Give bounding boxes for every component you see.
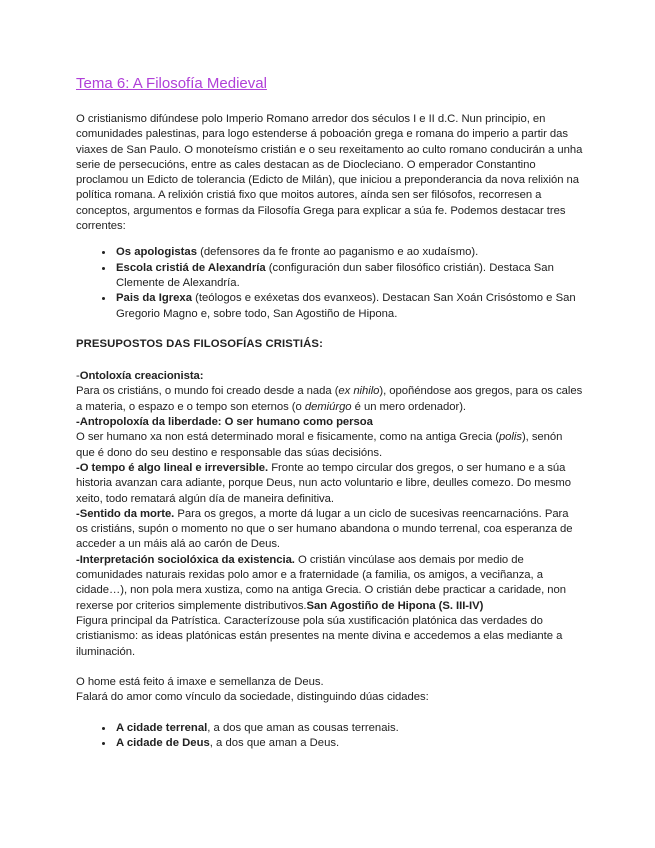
augustine-text: Figura principal da Patrística. Caracterízouse pola súa xustificación platónica das verdades do cristianismo: as ideas platónicas están presentes na mente divina e accedemos a elas mediante a iluminación. [76,614,563,658]
anthropology-text-2: ), senón que é dono do seu destino e responsable das súas decisións. [76,431,563,459]
list-item [114,736,583,751]
page-title[interactable]: Tema 6: A Filosofía Medieval [76,75,267,92]
list-item [114,261,583,292]
current-text: (defensores da fe fronte ao paganismo e ao xudaísmo). [196,246,479,259]
spacer [76,660,583,675]
anthropology-title: -Antropoloxía da liberdade: O ser humano como persoa [76,416,373,429]
death-text: Para os gregos, a morte dá lugar a un ciclo de sucesivas reencarnacións. Para os cristiáns, supón o momento no que o ser humano abandona o mundo terrenal, coa esperanza de acceder a un máis alá ao carón de Deus. [76,507,573,551]
anthropology-text-1: O ser humano xa non está determinado moral e fisicamente, como na antiga Grecia ( [76,431,499,444]
anthropology-italic: polis [498,431,522,444]
ontology-italic-2: demiúrgo [304,400,352,413]
love-sentence: Falará do amor como vínculo da sociedade, distinguindo dúas cidades: [76,691,429,704]
time-text: Fronte ao tempo circular dos gregos, o ser humano e a súa historia avanzan cara adiante, porque Deus, nun acto voluntario e libre, deulles comezo. Do mesmo xeito, todo rematará algún día de maneira definitiva. [76,461,572,505]
dash: - [76,370,80,383]
list-item [114,291,583,322]
current-name: Os apologistas [116,246,197,259]
death-block [76,507,583,553]
ontology-block [76,369,583,415]
current-name: Pais da Igrexa [116,292,192,305]
sociology-block [76,553,583,660]
time-block [76,461,583,507]
current-text: (configuración dun saber filosófico cristián). Destaca San Clemente de Alexandría. [116,261,554,289]
city-text: , a dos que aman a Deus. [209,737,340,750]
intro-paragraph: O cristianismo difúndese polo Imperio Romano arredor dos séculos I e II d.C. Nun principio, en comunidades palestinas, para logo estenderse á poboación grega e romana do imperio a partir das viaxes de San Paulo. O monoteísmo cristián e o seu rexeitamento ao culto romano conducirán a unha serie de persecucións, entre as cales destacan as de Diocleciano. O emperador Constantino proclamou un Edicto de tolerancia (Edicto de Milán), que iniciou a preponderancia da nova relixión na política romana. A relixión cristiá fixo que moitos autores, aínda sen ser filósofos, recorresen a conceptos, argumentos e formas da Filosofía Grega para explicar a súa fe. Podemos destacar tres correntes: [76,113,583,233]
city-name: A cidade terrenal [116,721,208,734]
sociology-title: -Interpretación sociolóxica da existencia. [76,553,295,566]
list-item [114,721,583,736]
list-item [114,245,583,260]
ontology-text-2: ), opoñéndose aos gregos, para os cales a materia, o espazo e o tempo son eternos (o [76,385,583,413]
time-title: -O tempo é algo lineal e irreversible. [76,461,269,474]
death-title: -Sentido da morte. [76,507,175,520]
city-text: , a dos que aman as cousas terrenais. [207,721,399,734]
city-name: A cidade de Deus [116,737,210,750]
ontology-italic-1: ex nihilo [338,385,380,398]
currents-list [76,245,583,321]
anthropology-block [76,415,583,461]
cities-list [76,721,583,752]
ontology-title: Ontoloxía creacionista: [79,370,204,383]
spacer [76,706,583,721]
ontology-text-3: é un mero ordenador). [351,400,466,413]
sociology-text: O cristián vincúlase aos demais por medio de comunidades naturais rexidas polo amor e a fraternidade (a familia, os amigos, a veciñanza, a cidade…), non pola mera xustiza, como na antiga Grecia. O cristián debe practicar a caridade, non rexerse por criterios simplemente distributivos. [76,553,566,612]
ontology-text-1: Para os cristiáns, o mundo foi creado desde a nada ( [76,385,339,398]
current-name: Escola cristiá de Alexandría [116,261,266,274]
section-heading: PRESUPOSTOS DAS FILOSOFÍAS CRISTIÁS: [76,337,323,350]
augustine-heading: San Agostiño de Hipona (S. III-IV) [306,599,484,612]
man-sentence: O home está feito á imaxe e semellanza de Deus. [76,676,324,689]
current-text: (teólogos e exéxetas dos evanxeos). Destacan San Xoán Crisóstomo e San Gregorio Magno e, sobre todo, San Agostiño de Hipona. [116,292,576,320]
